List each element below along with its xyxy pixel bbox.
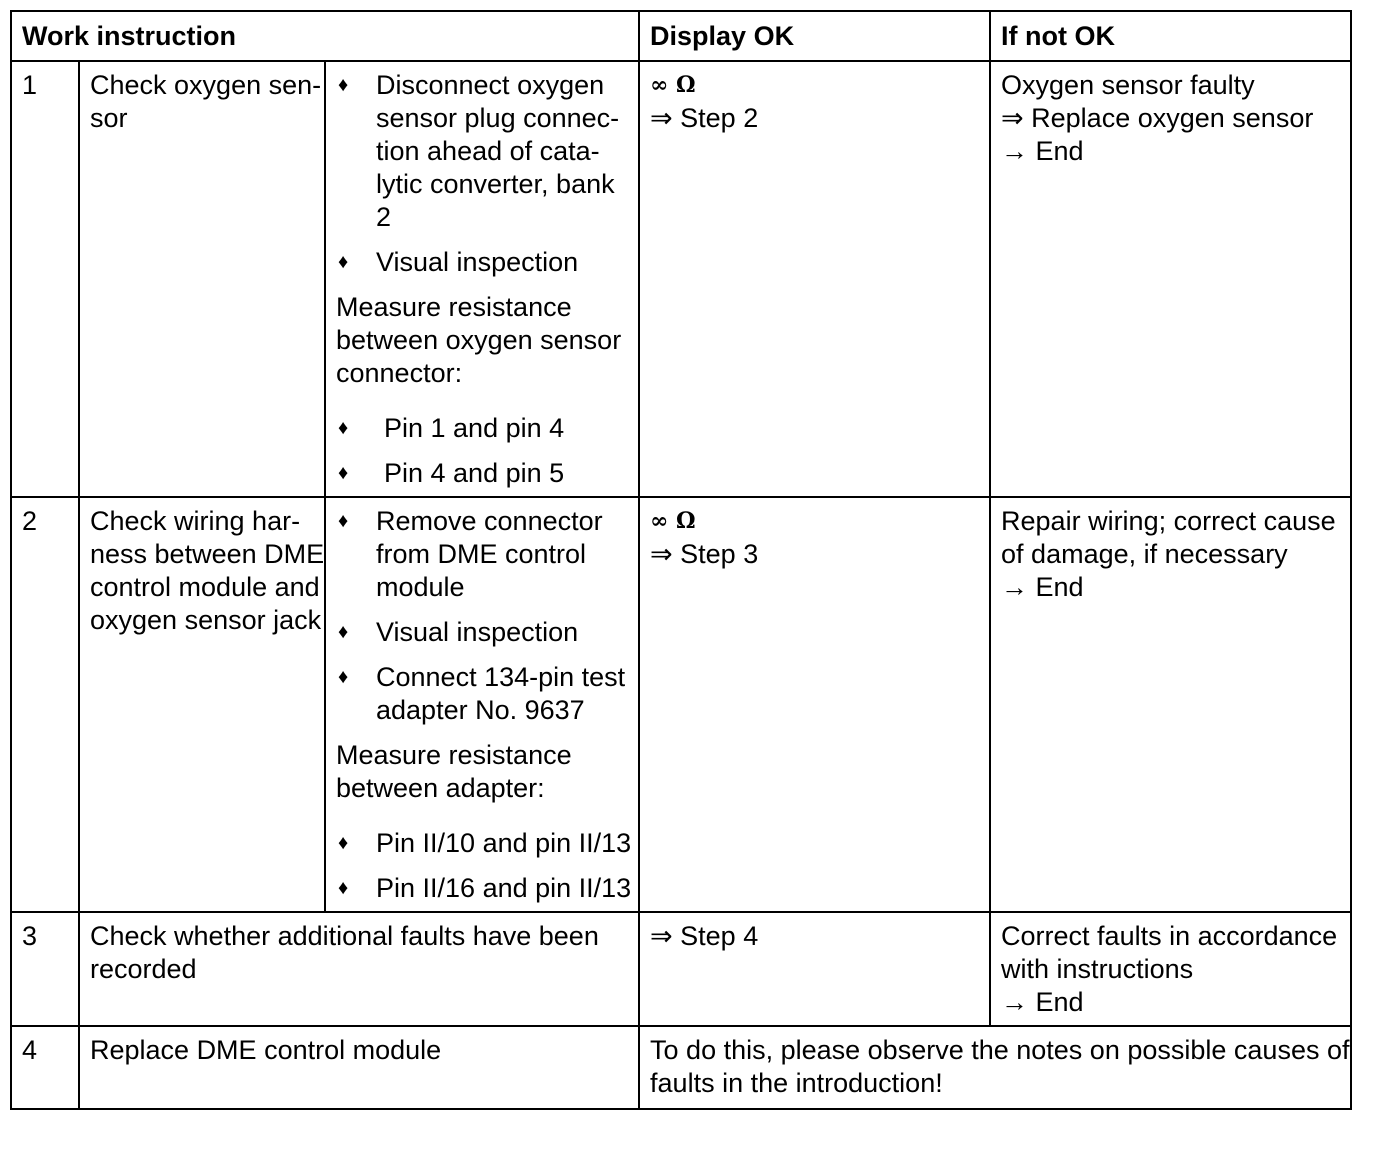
diamond-bullet-icon: ♦ [338,877,349,899]
step-number: 2 [11,497,79,912]
list-item: ♦ Disconnect oxygen sensor plug connec- tion ahead of cata- lytic converter, bank 2 [338,70,620,232]
work-instruction-table [10,10,1352,1110]
display-ok-cell [639,61,990,497]
step-title: Replace DME control module [79,1026,639,1109]
diamond-bullet-icon: ♦ [338,666,349,688]
step-procedure [325,61,639,497]
list-item: ♦ Pin 1 and pin 4 [338,413,565,443]
list-item: ♦ Visual inspection [338,247,579,277]
table-row [11,61,1351,497]
list-item: ♦ Remove connector from DME control module [338,506,603,602]
table-row [11,497,1351,912]
next-step: ⇒ Step 4 [650,921,759,951]
diamond-bullet-icon: ♦ [338,510,349,532]
infinite-resistance-value: ∞ Ω [650,72,696,98]
measure-instruction: Measure resistance between oxygen sensor connector: [336,292,622,388]
if-not-ok-cell: Oxygen sensor faulty ⇒ Replace oxygen sensor → End [990,61,1351,497]
infinite-resistance-value: ∞ Ω [650,508,696,534]
list-item: ♦ Pin II/10 and pin II/13 [338,828,632,858]
step-number: 3 [11,912,79,1026]
step-number: 4 [11,1026,79,1109]
step-procedure [325,497,639,912]
introduction-note: To do this, please observe the notes on possible causes of faults in the introduction! [639,1026,1351,1109]
if-not-ok-cell: Repair wiring; correct cause of damage, if necessary → End [990,497,1351,912]
bullet-list [336,412,629,490]
bullet-list [336,827,632,905]
step-title: Check wiring har- ness between DME control module and oxygen sensor jack [79,497,325,912]
bullet-list [336,69,629,279]
if-not-ok-cell: Correct faults in accordance with instructions → End [990,912,1351,1026]
next-step: ⇒ Step 3 [650,539,759,569]
next-step: ⇒ Step 2 [650,103,759,133]
step-title: Check oxygen sen- sor [79,61,325,497]
if-not-ok-header: If not OK [990,11,1351,61]
diamond-bullet-icon: ♦ [338,621,349,643]
list-item: ♦ Connect 134-pin test adapter No. 9637 [338,662,626,725]
diamond-bullet-icon: ♦ [338,251,349,273]
table-row [11,912,1351,1026]
list-item: ♦ Visual inspection [338,617,579,647]
display-ok-cell [639,912,990,1026]
display-ok-cell [639,497,990,912]
diamond-bullet-icon: ♦ [338,74,349,96]
list-item: ♦ Pin 4 and pin 5 [338,458,565,488]
bullet-list [336,505,629,727]
table-header-row [11,11,1351,61]
measure-instruction: Measure resistance between adapter: [336,740,572,803]
diamond-bullet-icon: ♦ [338,417,349,439]
diamond-bullet-icon: ♦ [338,462,349,484]
step-title: Check whether additional faults have been recorded [79,912,639,1026]
list-item: ♦ Pin II/16 and pin II/13 [338,873,632,903]
display-ok-header: Display OK [639,11,990,61]
table-row [11,1026,1351,1109]
diamond-bullet-icon: ♦ [338,832,349,854]
work-instruction-header: Work instruction [11,11,639,61]
step-number: 1 [11,61,79,497]
